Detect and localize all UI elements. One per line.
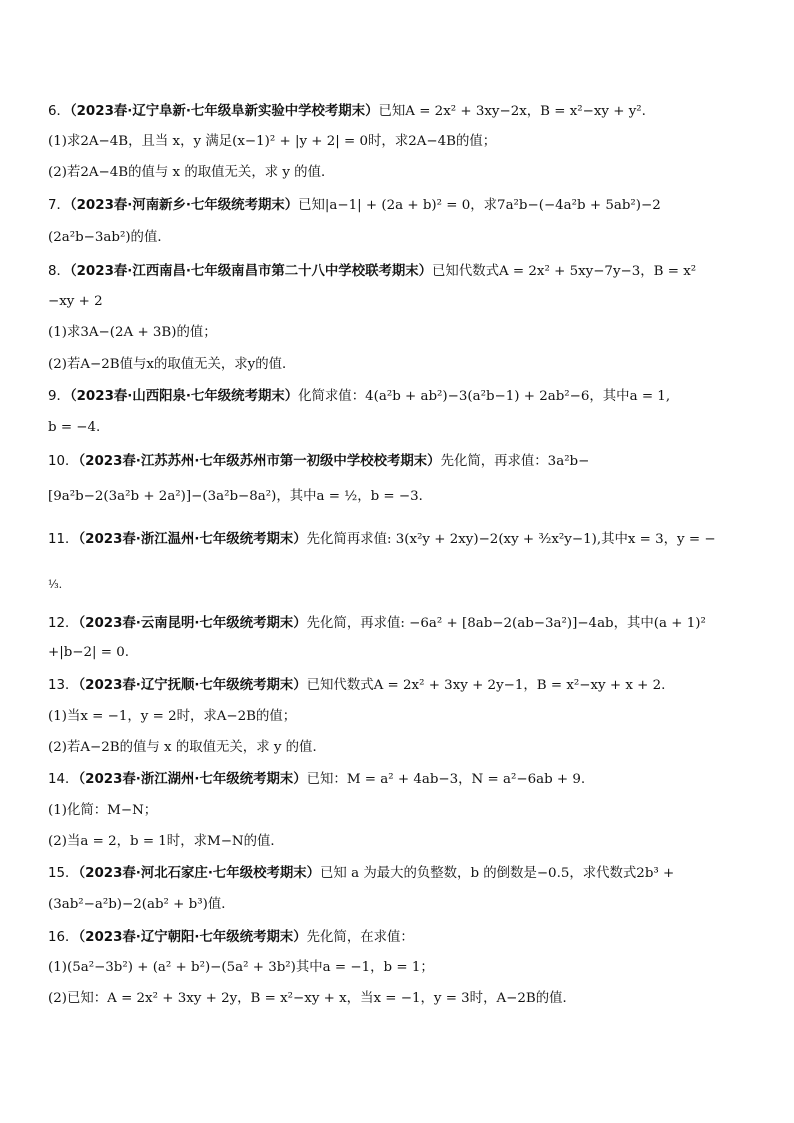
problem-source: （2023春·浙江温州·七年级统考期末） [78,532,307,547]
problem-6-line-1 [48,102,750,122]
problem-number: 6． [48,104,70,119]
problem-text: 先化简再求值: 3(x²y + 2xy)−2(xy + ³⁄₂x²y−1),其中x = 3，y = − [306,532,716,547]
problem-source: （2023春·浙江湖州·七年级统考期末） [78,772,307,787]
problem-10-line-2: [9a²b−2(3a²b + 2a²)]−(3a²b−8a²)，其中a = ½，b = −3． [48,489,433,504]
problem-7-line-1 [48,196,750,216]
problem-text: 先化简，在求值： [306,930,414,945]
problem-text: 已知代数式A = 2x² + 5xy−7y−3，B = x² [432,264,697,279]
problem-9-line-1 [48,387,750,407]
problem-text: 先化简，再求值: −6a² + [8ab−2(ab−3a²)]−4ab，其中(a + 1)² [306,616,706,631]
problem-14-line-2: (1)化简：M−N； [48,803,158,818]
problem-source: （2023春·山西阳泉·七年级统考期末） [69,389,299,404]
problem-8-line-2: −xy + 2 [48,294,103,309]
problem-11-line-2: ⅓. [48,578,63,591]
problem-11-line-1 [48,530,750,550]
problem-number: 7． [48,198,70,213]
problem-16-line-2: (1)(5a²−3b²) + (a² + b²)−(5a² + 3b²)其中a = −1，b = 1； [48,960,434,975]
problem-13-line-2: (1)当x = −1，y = 2时，求A−2B的值； [48,709,297,724]
problem-8-line-1 [48,262,750,282]
problem-number: 9． [48,389,70,404]
problem-9-line-2: b = −4. [48,420,101,435]
problem-14-line-1 [48,770,750,790]
problem-8-line-3: (1)求3A−(2A + 3B)的值； [48,325,217,340]
problem-16-line-3: (2)已知：A = 2x² + 3xy + 2y，B = x²−xy + x，当x = −1，y = 3时，A−2B的值． [48,991,576,1006]
problem-number: 10． [48,454,79,469]
problem-number: 8． [48,264,70,279]
problem-source: （2023春·辽宁朝阳·七年级统考期末） [78,930,307,945]
problem-6-line-3: (2)若2A−4B的值与 x 的取值无关，求 y 的值． [48,165,335,180]
problem-12-line-2: +|b−2| = 0. [48,645,130,660]
problem-14-line-3: (2)当a = 2，b = 1时，求M−N的值． [48,834,284,849]
problem-text: 已知代数式A = 2x² + 3xy + 2y−1，B = x²−xy + x + 2. [306,678,666,693]
problem-15-line-1 [48,864,750,884]
problem-text: 化简求值：4(a²b + ab²)−3(a²b−1) + 2ab²−6，其中a = 1, [298,389,671,404]
problem-text: 已知：M = a² + 4ab−3，N = a²−6ab + 9. [306,772,586,787]
problem-number: 14． [48,772,79,787]
problem-8-line-4: (2)若A−2B值与x的取值无关，求y的值． [48,357,296,372]
problem-number: 11． [48,532,79,547]
problem-13-line-1 [48,676,750,696]
problem-source: （2023春·河北石家庄·七年级校考期末） [78,866,321,881]
problem-15-line-2: (3ab²−a²b)−2(ab² + b³)值． [48,897,235,912]
problem-number: 12． [48,616,79,631]
problem-text: 已知A = 2x² + 3xy−2x，B = x²−xy + y². [378,104,646,119]
problem-6-line-2: (1)求2A−4B，且当 x，y 满足(x−1)² + |y + 2| = 0时，求2A−4B的值； [48,134,497,149]
problem-number: 13． [48,678,79,693]
problem-source: （2023春·江苏苏州·七年级苏州市第一初级中学校校考期末） [78,454,441,469]
problem-12-line-1 [48,614,750,634]
problem-source: （2023春·云南昆明·七年级统考期末） [78,616,307,631]
problem-text: 已知 a 为最大的负整数，b 的倒数是−0.5，求代数式2b³ + [320,866,675,881]
problem-text: 已知|a−1| + (2a + b)² = 0，求7a²b−(−4a²b + 5ab²)−2 [298,198,661,213]
problem-number: 15． [48,866,79,881]
problem-source: （2023春·江西南昌·七年级南昌市第二十八中学校联考期末） [69,264,433,279]
problem-10-line-1 [48,452,750,472]
problem-source: （2023春·辽宁抚顺·七年级统考期末） [78,678,307,693]
problem-source: （2023春·河南新乡·七年级统考期末） [69,198,299,213]
problem-7-line-2: (2a²b−3ab²)的值． [48,230,171,245]
problem-number: 16． [48,930,79,945]
problem-16-line-1 [48,928,750,948]
problem-13-line-3: (2)若A−2B的值与 x 的取值无关，求 y 的值． [48,740,326,755]
problem-source: （2023春·辽宁阜新·七年级阜新实验中学校考期末） [69,104,379,119]
problem-text: 先化简，再求值：3a²b− [440,454,590,469]
